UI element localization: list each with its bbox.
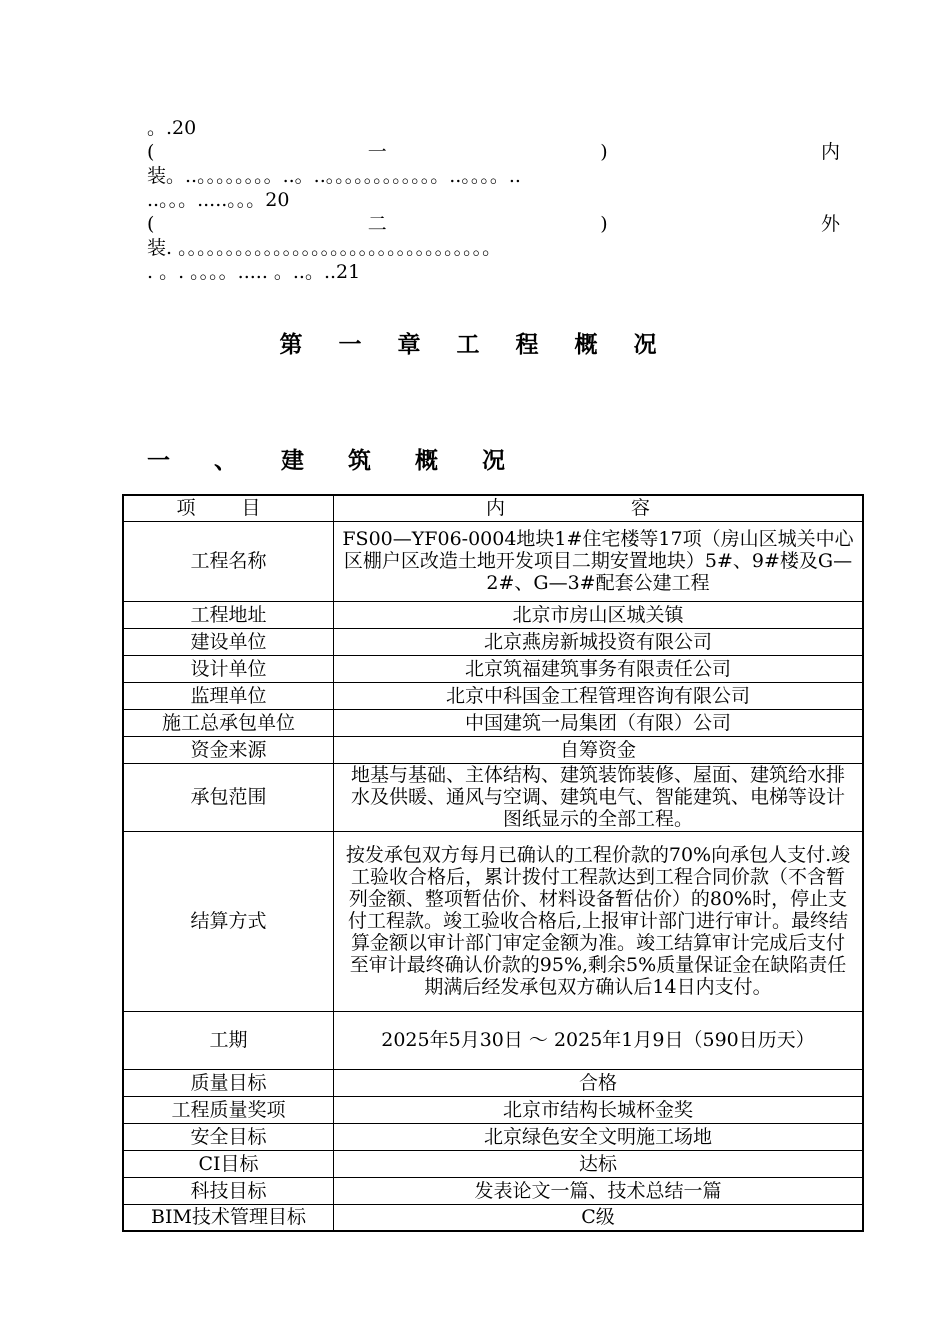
- section-title: 一 、 建 筑 概 况: [147, 448, 524, 474]
- toc-open-paren: (: [147, 141, 155, 163]
- toc-number: 二: [367, 213, 387, 235]
- toc-line: 。.20: [147, 117, 197, 139]
- table-row: [123, 1011, 863, 1069]
- row-value: FS00—YF06-0004地块1#住宅楼等17项（房山区城关中心区棚户区改造土地开发项目二期安置地块）5#、9#楼及G—2#、G—3#配套公建工程: [334, 521, 864, 601]
- row-value: 北京燕房新城投资有限公司: [334, 628, 864, 655]
- table-row: [123, 736, 863, 763]
- row-label: 工期: [123, 1011, 334, 1069]
- toc-close-paren: ): [600, 141, 608, 163]
- row-label: 建设单位: [123, 628, 334, 655]
- row-value: 自筹资金: [334, 736, 864, 763]
- toc-word: 外: [820, 213, 840, 235]
- table-row: [123, 763, 863, 831]
- row-label: 资金来源: [123, 736, 334, 763]
- header-item: 项 目: [123, 495, 334, 521]
- table-row: [123, 601, 863, 628]
- table-row: [123, 682, 863, 709]
- table-row: [123, 521, 863, 601]
- row-value: 北京中科国金工程管理咨询有限公司: [334, 682, 864, 709]
- row-value: 地基与基础、主体结构、建筑装饰装修、屋面、建筑给水排水及供暖、通风与空调、建筑电气、智能建筑、电梯等设计图纸显示的全部工程。: [334, 763, 864, 831]
- table-row: [123, 1069, 863, 1096]
- toc-close-paren: ): [600, 213, 608, 235]
- table-row: [123, 1150, 863, 1177]
- table-row: [123, 655, 863, 682]
- toc-line: . 。. 。。。。..... 。..。..21: [147, 261, 361, 283]
- row-value: 中国建筑一局集团（有限）公司: [334, 709, 864, 736]
- row-label: 设计单位: [123, 655, 334, 682]
- row-label: 承包范围: [123, 763, 334, 831]
- row-label: 施工总承包单位: [123, 709, 334, 736]
- row-label: 安全目标: [123, 1123, 334, 1150]
- row-value: 按发承包双方每月已确认的工程价款的70%向承包人支付.竣工验收合格后，累计拨付工程款达到工程合同价款（不含暂列金额、整项暂估价、材料设备暂估价）的80%时，停止支付工程款。竣工验收合格后,上报审计部门进行审计。最终结算金额以审计部门审定金额为准。竣工结算审计完成后支付至审计最终确认价款的95%,剩余5%质量保证金在缺陷责任期满后经发承包双方确认后14日内支付。: [334, 831, 864, 1011]
- toc-number: 一: [367, 141, 387, 163]
- table-row: [123, 1123, 863, 1150]
- toc-item-1-heading: [147, 140, 840, 164]
- toc-line: ..。。。.....。。。20: [147, 189, 290, 211]
- table-of-contents: [147, 116, 840, 284]
- row-value: C级: [334, 1204, 864, 1231]
- row-value: 2025年5月30日 ～ 2025年1月9日（590日历天）: [334, 1011, 864, 1069]
- row-value: 北京筑福建筑事务有限责任公司: [334, 655, 864, 682]
- table-row: [123, 1177, 863, 1204]
- toc-line: 装。..。。。。。。。。..。..。。。。。。。。。。。。..。。。。..: [147, 165, 521, 187]
- row-label: 监理单位: [123, 682, 334, 709]
- row-value: 北京市房山区城关镇: [334, 601, 864, 628]
- row-label: 结算方式: [123, 831, 334, 1011]
- table-header-row: [123, 495, 863, 521]
- chapter-title: 第 一 章 工 程 概 况: [279, 332, 671, 358]
- table-row: [123, 709, 863, 736]
- table-row: [123, 1096, 863, 1123]
- row-label: 工程地址: [123, 601, 334, 628]
- row-label: CI目标: [123, 1150, 334, 1177]
- row-value: 发表论文一篇、技术总结一篇: [334, 1177, 864, 1204]
- row-label: 质量目标: [123, 1069, 334, 1096]
- table-row: [123, 831, 863, 1011]
- row-value: 合格: [334, 1069, 864, 1096]
- row-value: 北京市结构长城杯金奖: [334, 1096, 864, 1123]
- row-label: BIM技术管理目标: [123, 1204, 334, 1231]
- table-row: [123, 628, 863, 655]
- row-value: 北京绿色安全文明施工场地: [334, 1123, 864, 1150]
- row-label: 科技目标: [123, 1177, 334, 1204]
- header-content: 内 容: [334, 495, 864, 521]
- row-value: 达标: [334, 1150, 864, 1177]
- project-overview-table: [122, 494, 864, 1232]
- row-label: 工程质量奖项: [123, 1096, 334, 1123]
- row-label: 工程名称: [123, 521, 334, 601]
- toc-line: 装. 。。。。。。。。。。。。。。。。。。。。。。。。。。。。。。。。。: [147, 237, 502, 259]
- toc-item-2-heading: [147, 212, 840, 236]
- table-row: [123, 1204, 863, 1231]
- toc-word: 内: [820, 141, 840, 163]
- toc-open-paren: (: [147, 213, 155, 235]
